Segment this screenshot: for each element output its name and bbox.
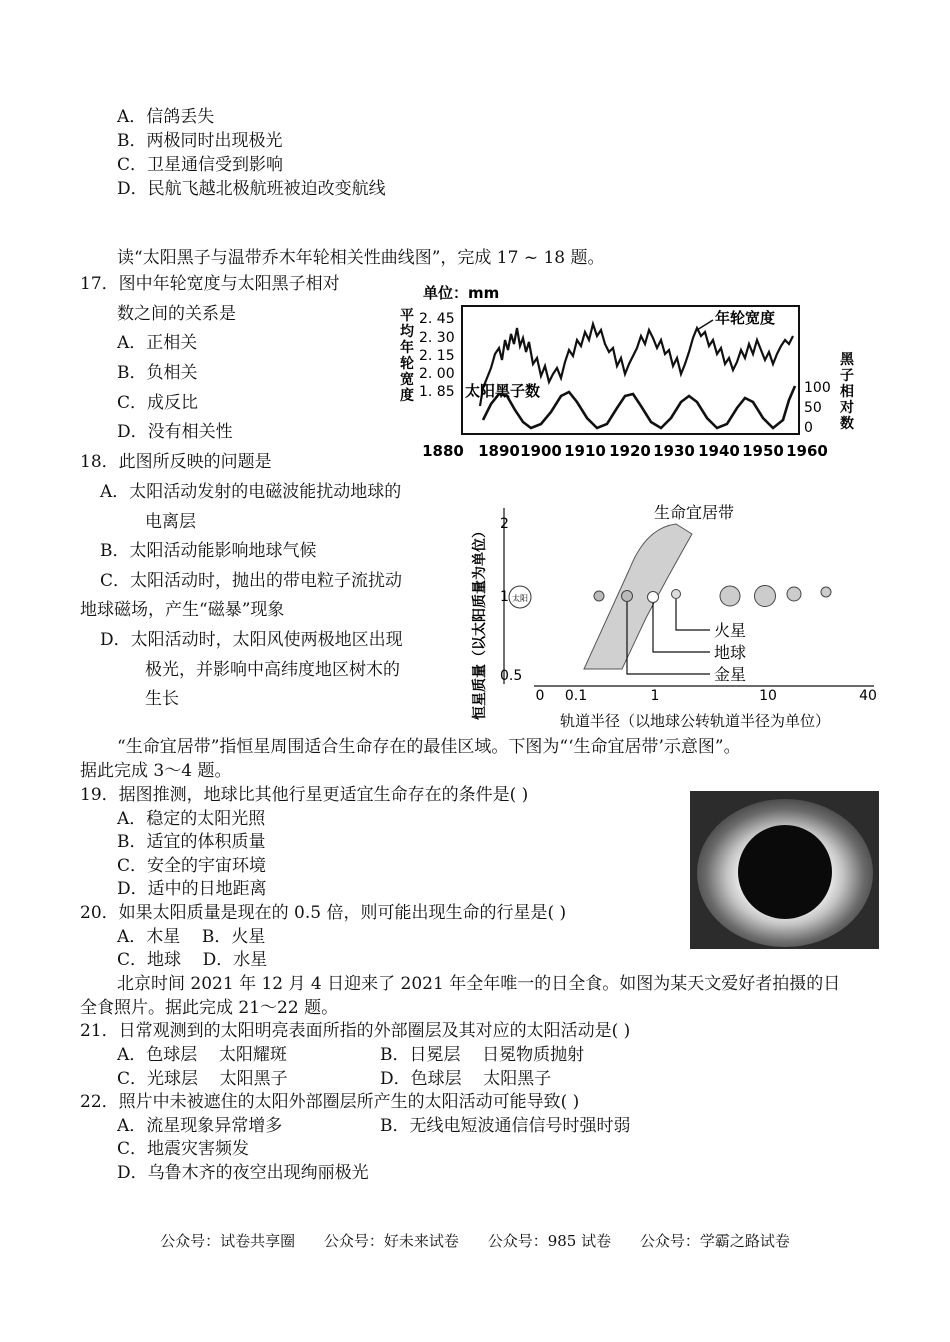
label-earth: 地球: [714, 643, 747, 662]
chart1-ylabel-left-2: 年: [400, 340, 414, 356]
q17-option-a: A．正相关: [117, 333, 198, 353]
q16-option-c: C．卫星通信受到影响: [117, 155, 284, 175]
intro-21-22-line1: 北京时间 2021 年 12 月 4 日迎来了 2021 年全年唯一的日全食。如图为某天文爱好者拍摄的日: [117, 974, 841, 994]
q19-option-b: B．适宜的体积质量: [117, 832, 266, 852]
q21-option-d: D．色球层 太阳黑子: [380, 1069, 552, 1089]
footer-item-1: 公众号：试卷共享圈: [160, 1232, 296, 1250]
footer-item-3: 公众号：985 试卷: [487, 1232, 612, 1250]
q21-option-a: A．色球层 太阳耀斑: [117, 1045, 287, 1065]
planet-venus: [622, 591, 633, 602]
chart1-xtick-1900: 1900: [520, 442, 562, 460]
q18-option-a-line2: 电离层: [145, 512, 196, 532]
habitable-zone-diagram: [462, 488, 892, 736]
chart1-ring-leader: [697, 320, 713, 330]
q21-stem: 21．日常观测到的太阳明亮表面所指的外部圈层及其对应的太阳活动是( ): [80, 1021, 631, 1041]
chart2-xtick-40: 40: [859, 688, 877, 704]
intro-17-18: 读“太阳黑子与温带乔木年轮相关性曲线图”，完成 17 ~ 18 题。: [117, 248, 605, 268]
q18-option-d-line1: D．太阳活动时，太阳风使两极地区出现: [100, 630, 403, 650]
chart2-xtick-01: 0.1: [564, 688, 588, 704]
q18-option-b: B．太阳活动能影响地球气候: [100, 541, 317, 561]
q20-stem: 20．如果太阳质量是现在的 0.5 倍，则可能出现生命的行星是( ): [80, 903, 567, 923]
q20-options-row1: A．木星 B．火星: [117, 927, 266, 947]
chart1-ylabel-left-1: 均: [400, 324, 414, 340]
chart1-ytick-left-4: 1. 85: [419, 384, 455, 400]
q20-options-row2: C．地球 D．水星: [117, 950, 268, 970]
q18-option-d-line3: 生长: [145, 689, 179, 709]
label-venus: 金星: [714, 665, 747, 684]
planet-earth: [648, 592, 659, 603]
label-mars: 火星: [714, 621, 747, 640]
q19-option-c: C．安全的宇宙环境: [117, 856, 267, 876]
q16-option-a: A．信鸽丢失: [117, 107, 215, 127]
chart1-ylabel-left-4: 宽: [400, 372, 414, 388]
planet-uranus: [787, 587, 801, 601]
q17-stem-line2: 数之间的关系是: [117, 304, 236, 324]
chart1-ylabel-right-2: 相: [840, 384, 854, 400]
q17-option-b: B．负相关: [117, 363, 198, 383]
chart1-ytick-left-3: 2. 00: [419, 366, 455, 382]
chart2-xtick-0: 0: [535, 688, 545, 704]
chart1-ylabel-left-5: 度: [400, 388, 414, 404]
intro-19-20-line2: 据此完成 3～4 题。: [80, 761, 232, 781]
sunspot-ring-chart: [395, 278, 870, 468]
page-footer: [0, 1230, 950, 1251]
chart1-ytick-left-0: 2. 45: [419, 311, 455, 327]
q17-option-d: D．没有相关性: [117, 422, 233, 442]
chart1-xtick-1920: 1920: [609, 442, 651, 460]
chart2-ytick-1: 1: [500, 589, 509, 605]
solar-eclipse-photo: [690, 791, 879, 949]
leader-mars: [676, 599, 710, 630]
chart1-xtick-1960: 1960: [786, 442, 828, 460]
chart1-ylabel-right-0: 黑: [840, 352, 854, 368]
q22-option-a: A．流星现象异常增多: [117, 1116, 283, 1136]
chart2-xtick-10: 10: [759, 688, 777, 704]
chart1-xtick-1890: 1890: [478, 442, 520, 460]
chart1-ytick-right-0: 100: [804, 380, 831, 396]
chart1-xtick-1940: 1940: [698, 442, 740, 460]
chart1-ylabel-right-3: 对: [840, 400, 854, 416]
q21-option-b: B．日冕层 日冕物质抛射: [380, 1045, 585, 1065]
q17-option-c: C．成反比: [117, 393, 199, 413]
planet-neptune: [821, 587, 831, 597]
planet-mercury: [594, 591, 604, 601]
q19-option-d: D．适中的日地距离: [117, 879, 267, 899]
chart1-ytick-right-2: 0: [804, 420, 813, 436]
chart1-ylabel-right-4: 数: [840, 416, 854, 432]
chart1-label-sunspot: 太阳黑子数: [465, 382, 541, 400]
q19-option-a: A．稳定的太阳光照: [117, 809, 266, 829]
q22-option-b: B．无线电短波通信信号时强时弱: [380, 1116, 631, 1136]
intro-19-20-line1: “生命宜居带”指恒星周围适合生命存在的最佳区域。下图为“‘生命宜居带’示意图”。: [117, 737, 741, 757]
chart1-ytick-left-2: 2. 15: [419, 348, 455, 364]
q16-option-d: D．民航飞越北极航班被迫改变航线: [117, 179, 386, 199]
chart1-unit: 单位：mm: [423, 284, 500, 302]
chart1-ylabel-left-3: 轮: [400, 356, 414, 372]
chart2-xlabel: 轨道半径（以地球公转轨道半径为单位）: [560, 712, 831, 730]
chart1-xtick-1880: 1880: [422, 442, 464, 460]
chart1-ylabel-left-0: 平: [400, 308, 414, 324]
q18-option-c-line2: 地球磁场，产生“磁暴”现象: [80, 600, 285, 620]
q21-option-c: C．光球层 太阳黑子: [117, 1069, 288, 1089]
q18-stem: 18．此图所反映的问题是: [80, 452, 272, 472]
q18-option-d-line2: 极光，并影响中高纬度地区树木的: [145, 660, 400, 680]
intro-21-22-line2: 全食照片。据此完成 21～22 题。: [80, 998, 339, 1018]
q16-option-b: B．两极同时出现极光: [117, 131, 283, 151]
q18-option-a-line1: A．太阳活动发射的电磁波能扰动地球的: [100, 482, 402, 502]
footer-item-4: 公众号：学霸之路试卷: [639, 1232, 790, 1250]
moon-disk: [738, 825, 832, 919]
chart1-label-ring: 年轮宽度: [715, 309, 776, 327]
chart1-ytick-left-1: 2. 30: [419, 330, 455, 346]
footer-item-2: 公众号：好未来试卷: [323, 1232, 459, 1250]
planet-mars: [672, 590, 681, 599]
leader-earth: [653, 603, 710, 652]
q19-stem: 19．据图推测，地球比其他行星更适宜生命存在的条件是( ): [80, 785, 529, 805]
chart1-ytick-right-1: 50: [804, 400, 822, 416]
q17-stem-line1: 17．图中年轮宽度与太阳黑子相对: [80, 274, 340, 294]
chart2-title: 生命宜居带: [654, 503, 735, 522]
q22-option-d: D．乌鲁木齐的夜空出现绚丽极光: [117, 1163, 369, 1183]
chart2-ytick-2: 2: [500, 516, 509, 532]
chart2-xtick-1: 1: [650, 688, 660, 704]
planet-saturn: [755, 586, 776, 607]
chart1-ylabel-right-1: 子: [840, 368, 854, 384]
q22-option-c: C．地震灾害频发: [117, 1139, 250, 1159]
planet-jupiter: [720, 586, 740, 606]
q18-option-c-line1: C．太阳活动时，抛出的带电粒子流扰动: [100, 571, 403, 591]
chart1-xtick-1930: 1930: [653, 442, 695, 460]
sun-label: 太阳: [512, 594, 528, 603]
chart1-xtick-1950: 1950: [742, 442, 784, 460]
chart2-ytick-05: 0.5: [500, 668, 523, 684]
chart1-xtick-1910: 1910: [564, 442, 606, 460]
q22-stem: 22．照片中未被遮住的太阳外部圈层所产生的太阳活动可能导致( ): [80, 1092, 580, 1112]
chart2-ylabel: 恒星质量（以太阳质量为单位）: [472, 524, 488, 720]
